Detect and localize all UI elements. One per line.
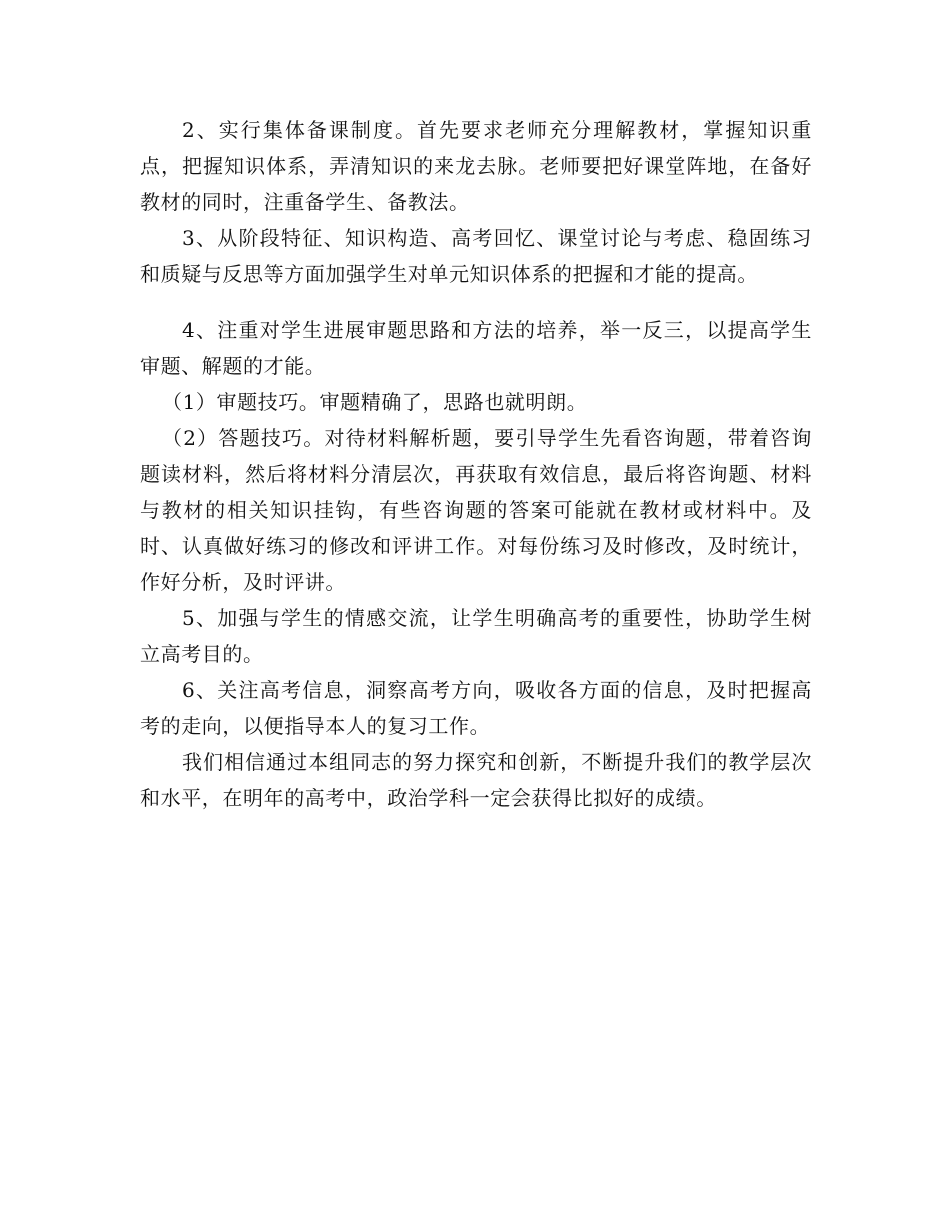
paragraph-gap bbox=[140, 292, 812, 312]
paragraph-item-3: 3、从阶段特征、知识构造、高考回忆、课堂讨论与考虑、稳固练习和质疑与反思等方面加强学生对单元知识体系的把握和才能的提高。 bbox=[140, 226, 812, 286]
sub-item-1: （1）审题技巧。审题精确了，思路也就明朗。 bbox=[162, 390, 588, 414]
sub-item-2: （2）答题技巧。对待材料解析题，要引导学生先看咨询题，带着咨询题读材料，然后将材料分清层次，再获取有效信息，最后将咨询题、材料与教材的相关知识挂钩，有些咨询题的答案可能就在教材或材料中。及时、认真做好练习的修改和评讲工作。对每份练习及时修改，及时统计，作好分析，及时评讲。 bbox=[140, 426, 812, 594]
paragraph-item-5: 5、加强与学生的情感交流，让学生明确高考的重要性，协助学生树立高考目的。 bbox=[140, 606, 812, 666]
paragraph-item-6: 6、关注高考信息，洞察高考方向，吸收各方面的信息，及时把握高考的走向，以便指导本人的复习工作。 bbox=[140, 678, 812, 738]
closing-paragraph: 我们相信通过本组同志的努力探究和创新，不断提升我们的教学层次和水平，在明年的高考中，政治学科一定会获得比拟好的成绩。 bbox=[140, 750, 812, 810]
paragraph-item-2: 2、实行集体备课制度。首先要求老师充分理解教材，掌握知识重点，把握知识体系，弄清知识的来龙去脉。老师要把好课堂阵地，在备好教材的同时，注重备学生、备教法。 bbox=[140, 118, 812, 214]
document-page bbox=[140, 112, 812, 816]
paragraph-item-4: 4、注重对学生进展审题思路和方法的培养，举一反三，以提高学生审题、解题的才能。 bbox=[140, 318, 812, 378]
